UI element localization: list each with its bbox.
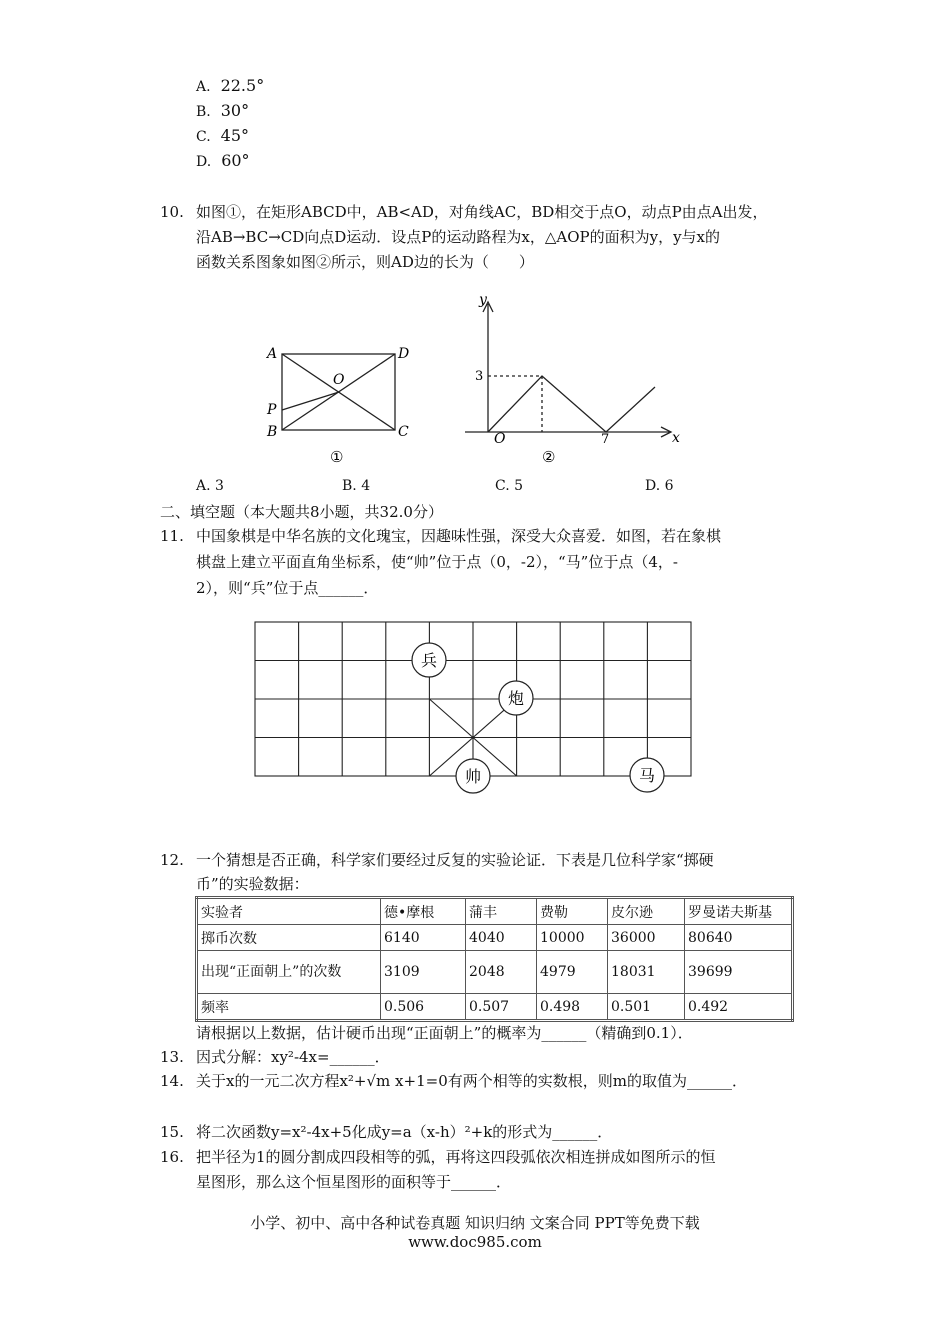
label-b: B — [267, 424, 278, 440]
question-line: 中国象棋是中华名族的文化瑰宝，因趣味性强，深受大众喜爱．如图，若在象棋 — [196, 527, 722, 545]
piece-shuai — [456, 759, 490, 793]
label-o: O — [333, 372, 345, 388]
q10-option-d: D. 6 — [645, 478, 674, 494]
label-a: A — [267, 346, 278, 362]
question-number: 11. — [160, 527, 184, 545]
figure-graph — [465, 302, 671, 437]
question-line: 函数关系图象如图②所示，则AD边的长为（ ） — [196, 253, 534, 271]
table-row: 出现“正面朝上”的次数 3109 2048 4979 18031 39699 — [197, 951, 793, 994]
question-line: 2），则“兵”位于点______． — [196, 579, 379, 597]
tick-7: 7 — [601, 432, 610, 447]
chess-board — [245, 615, 705, 800]
question-number: 10. — [160, 203, 184, 221]
question-line: 关于x的一元二次方程x²+√m x+1=0有两个相等的实数根，则m的取值为______． — [196, 1072, 747, 1090]
question-line: 请根据以上数据，估计硬币出现“正面朝上”的概率为______（精确到0.1）． — [196, 1024, 693, 1042]
label-origin: O — [494, 431, 506, 447]
piece-pao — [499, 681, 533, 715]
piece-ma — [630, 758, 664, 792]
question-line: 一个猜想是否正确，科学家们要经过反复的实验论证．下表是几位科学家“掷硬 — [196, 851, 714, 869]
table-row: 掷币次数 6140 4040 10000 36000 80640 — [197, 925, 793, 951]
question-line: 沿AB→BC→CD向点D运动．设点P的运动路程为x，△AOP的面积为y，y与x的 — [196, 228, 721, 246]
label-d: D — [398, 346, 410, 362]
figure-rectangle — [282, 354, 395, 430]
svg-text:炮: 炮 — [507, 689, 525, 708]
q10-figures — [255, 290, 695, 480]
svg-text:马: 马 — [638, 766, 656, 785]
question-number: 15. — [160, 1123, 184, 1141]
q9-option-d: D. 60° — [196, 151, 250, 170]
question-line: 棋盘上建立平面直角坐标系，使“帅”位于点（0，-2），“马”位于点（4，- — [196, 553, 678, 571]
question-line: 将二次函数y=x²-4x+5化成y=a（x-h）²+k的形式为______． — [196, 1123, 613, 1141]
question-line: 币”的实验数据： — [196, 875, 309, 893]
q10-option-a: A. 3 — [196, 478, 224, 494]
piece-bing — [412, 643, 446, 677]
svg-text:帅: 帅 — [464, 767, 482, 786]
q9-option-c: C. 45° — [196, 126, 250, 145]
question-number: 12. — [160, 851, 184, 869]
q9-option-a: A. 22.5° — [196, 76, 265, 95]
question-line: 星图形，那么这个恒星图形的面积等于______． — [196, 1173, 512, 1191]
coin-toss-table — [195, 896, 794, 1022]
question-line: 因式分解：xy²-4x=______． — [196, 1048, 390, 1066]
table-row: 实验者 德•摩根 蒲丰 费勒 皮尔逊 罗曼诺夫斯基 — [197, 898, 793, 925]
svg-text:兵: 兵 — [420, 651, 438, 670]
question-number: 13. — [160, 1048, 184, 1066]
table-row: 频率 0.506 0.507 0.498 0.501 0.492 — [197, 994, 793, 1021]
tick-3: 3 — [475, 369, 484, 384]
label-c: C — [398, 424, 409, 440]
caption-2: ② — [542, 448, 556, 466]
q10-option-b: B. 4 — [342, 478, 371, 494]
footer-url: www.doc985.com — [408, 1233, 542, 1251]
footer-line: 小学、初中、高中各种试卷真题 知识归纳 文案合同 PPT等免费下载 — [250, 1214, 700, 1232]
label-p: P — [267, 402, 277, 418]
question-line: 把半径为1的圆分割成四段相等的弧，再将这四段弧依次相连拼成如图所示的恒 — [196, 1148, 716, 1166]
question-number: 16. — [160, 1148, 184, 1166]
question-number: 14. — [160, 1072, 184, 1090]
caption-1: ① — [330, 448, 344, 466]
label-y: y — [479, 292, 487, 308]
section-heading: 二、填空题（本大题共8小题，共32.0分） — [160, 503, 443, 521]
label-x: x — [672, 430, 680, 446]
q10-option-c: C. 5 — [495, 478, 524, 494]
q9-option-b: B. 30° — [196, 101, 250, 120]
question-line: 如图①，在矩形ABCD中，AB<AD，对角线AC，BD相交于点O，动点P由点A出发， — [196, 203, 768, 221]
